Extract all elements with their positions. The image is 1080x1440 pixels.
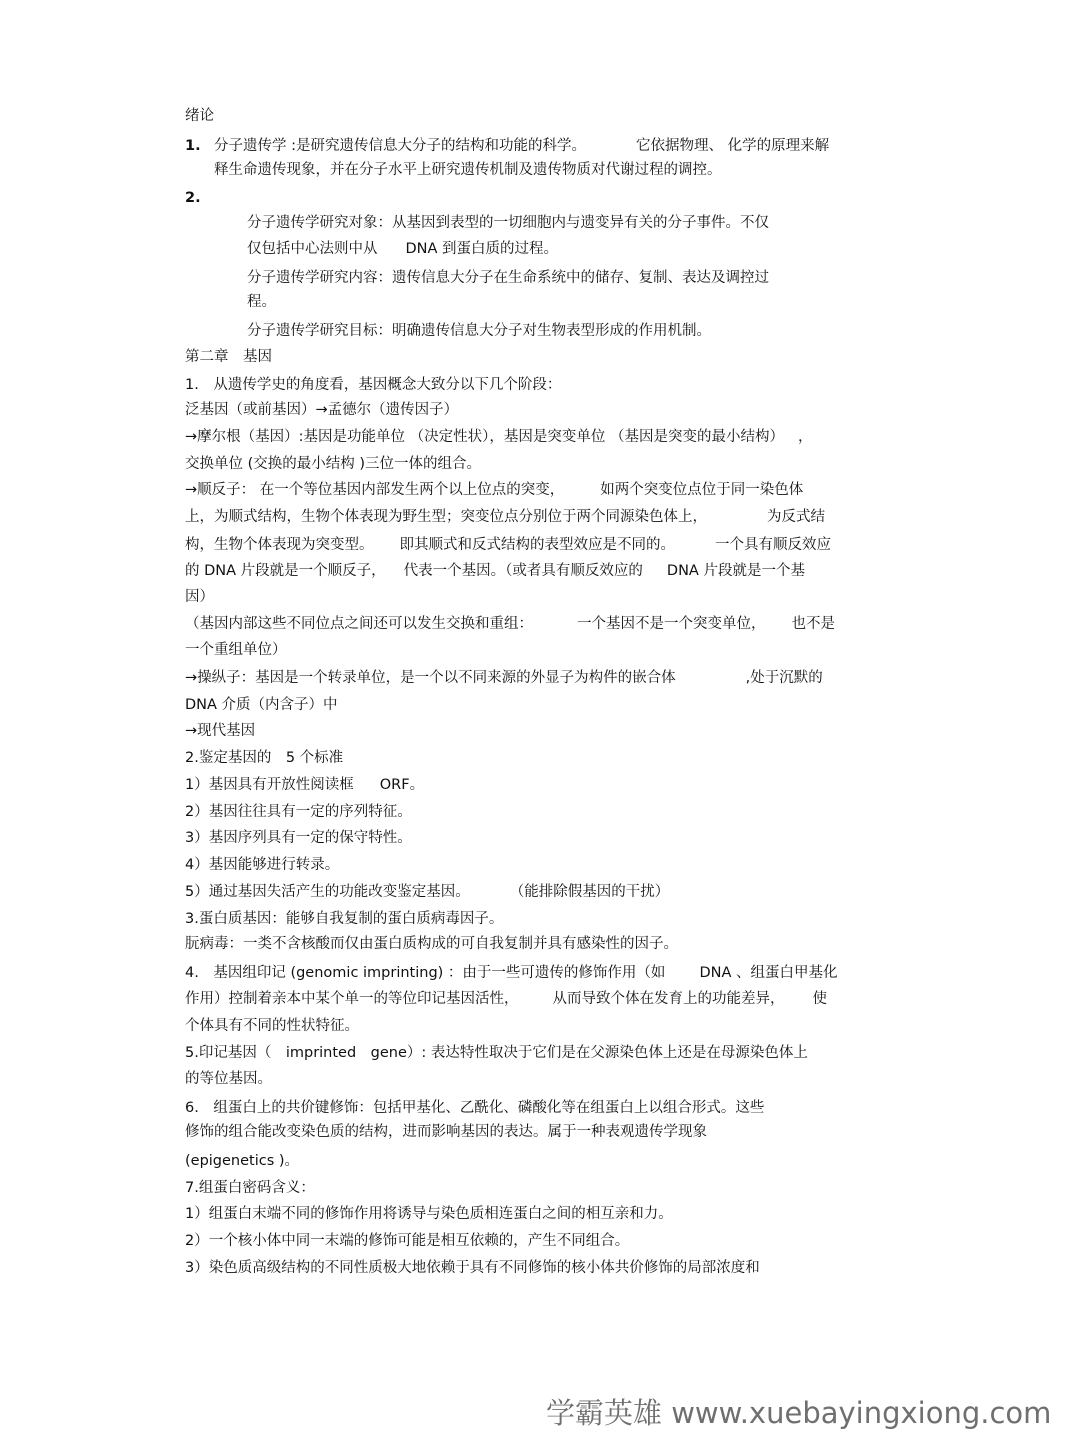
research-goal: 分子遗传学研究目标：明确遗传信息大分子对生物表型形成的作用机制。: [247, 323, 711, 339]
para-c12-a: →操纵子：基因是一个转录单位，是一个以不同来源的外显子为构件的嵌合体: [185, 670, 676, 686]
para-c21: 3.蛋白质基因：能够自我复制的蛋白质病毒因子。: [185, 911, 504, 927]
item-1-number: 1.: [185, 138, 201, 154]
para-c31: 7.组蛋白密码含义：: [185, 1180, 315, 1196]
para-c15: 2.鉴定基因的 5 个标准: [185, 750, 344, 766]
para-c33: 2）一个核小体中同一末端的修饰可能是相互依赖的，产生不同组合。: [185, 1233, 630, 1249]
para-c12-b: ,处于沉默的: [745, 670, 823, 686]
para-c3: [185, 427, 813, 447]
para-c11: 一个重组单位）: [185, 642, 287, 658]
para-c10-b: 一个基因不是一个突变单位，: [577, 616, 766, 632]
para-c24: [185, 989, 827, 1009]
para-c5-b: 如两个突变位点位于同一染色体: [600, 482, 804, 498]
para-c10-c: 也不是: [791, 616, 835, 632]
para-c8-a: 的 DNA 片段就是一个顺反子，: [185, 563, 386, 579]
para-c7-c: 一个具有顺反效应: [715, 537, 831, 553]
para-c7-b: 即其顺式和反式结构的表型效应是不同的。: [399, 537, 675, 553]
watermark: 学霸英雄 www.xuebayingxiong.com: [546, 1396, 1052, 1430]
para-c20: [185, 882, 669, 902]
para-c9: 因）: [185, 589, 214, 605]
para-c17: 2）基因往往具有一定的序列特征。: [185, 804, 412, 820]
heading-intro: 绪论: [185, 108, 214, 124]
para-c20-b: （能排除假基因的干扰）: [509, 884, 670, 900]
para-c12: [185, 668, 823, 688]
para-c8: [185, 561, 805, 581]
research-object-line-1: 分子遗传学研究对象：从基因到表型的一切细胞内与遗变异有关的分子事件。不仅: [247, 215, 769, 231]
research-object-text-b: DNA 到蛋白质的过程。: [405, 241, 559, 257]
para-c20-a: 5）通过基因失活产生的功能改变鉴定基因。: [185, 884, 470, 900]
research-content-line-2: 程。: [247, 294, 276, 310]
para-c5: [185, 480, 803, 500]
para-c32: 1）组蛋白末端不同的修饰作用将诱导与染色质相连蛋白之间的相互亲和力。: [185, 1206, 673, 1222]
para-c2: 泛基因（或前基因）→孟德尔（遗传因子）: [185, 402, 459, 418]
para-c23-a: 4. 基因组印记 (genomic imprinting) ：由于一些可遗传的修饰作用（如: [185, 965, 666, 981]
para-c30: (epigenetics )。: [185, 1153, 300, 1169]
para-c16-a: 1）基因具有开放性阅读框: [185, 777, 354, 793]
para-c5-a: →顺反子： 在一个等位基因内部发生两个以上位点的突变，: [185, 482, 565, 498]
para-c3-a: →摩尔根（基因）:基因是功能单位 （决定性状），基因是突变单位 （基因是突变的最小结构）: [185, 429, 784, 445]
para-c23: [185, 963, 837, 983]
para-c7-a: 构，生物个体表现为突变型。: [185, 537, 374, 553]
para-c10: [185, 614, 835, 634]
para-c22: 朊病毒：一类不含核酸而仅由蛋白质构成的可自我复制并具有感染性的因子。: [185, 936, 678, 952]
para-c10-a: （基因内部这些不同位点之间还可以发生交换和重组：: [185, 616, 533, 632]
para-c1: 1. 从遗传学史的角度看，基因概念大致分以下几个阶段：: [185, 377, 562, 393]
para-c29: 修饰的组合能改变染色质的结构，进而影响基因的表达。属于一种表观遗传学现象: [185, 1124, 707, 1140]
para-c8-b: 代表一个基因。（或者具有顺反效应的: [403, 563, 643, 579]
para-c6-a: 上，为顺式结构，生物个体表现为野生型；突变位点分别位于两个同源染色体上，: [185, 509, 707, 525]
para-c7: [185, 535, 831, 555]
para-c6-b: 为反式结: [767, 509, 825, 525]
para-c4: 交换单位 (交换的最小结构 )三位一体的组合。: [185, 456, 482, 472]
para-c23-b: DNA 、组蛋白甲基化: [699, 965, 838, 981]
para-c25: 个体具有不同的性状特征。: [185, 1018, 359, 1034]
item-2-number: 2.: [185, 190, 201, 206]
item-1-text-b: 它依据物理、 化学的原理来解: [636, 138, 830, 154]
para-c6: [185, 507, 825, 527]
research-object-text-a: 仅包括中心法则中从: [247, 241, 378, 257]
para-c19: 4）基因能够进行转录。: [185, 857, 340, 873]
para-c24-b: 从而导致个体在发育上的功能差异，: [552, 991, 785, 1007]
para-c14: →现代基因: [185, 723, 256, 739]
para-c16-b: ORF。: [379, 777, 425, 793]
para-c28: 6. 组蛋白上的共价键修饰：包括甲基化、乙酰化、磷酸化等在组蛋白上以组合形式。这些: [185, 1100, 765, 1116]
para-c8-c: DNA 片段就是一个基: [666, 563, 805, 579]
item-1-text-a: 分子遗传学 :是研究遗传信息大分子的结构和功能的科学。: [214, 138, 586, 154]
chapter-2-heading: 第二章 基因: [185, 349, 272, 365]
para-c24-a: 作用）控制着亲本中某个单一的等位印记基因活性，: [185, 991, 519, 1007]
research-object-line-2: [247, 239, 558, 259]
para-c13: DNA 介质（内含子）中: [185, 697, 338, 713]
research-content-line-1: 分子遗传学研究内容：遗传信息大分子在生命系统中的储存、复制、表达及调控过: [247, 270, 769, 286]
para-c3-b: ，: [798, 429, 813, 445]
para-c16: [185, 775, 424, 795]
para-c24-c: 使: [812, 991, 827, 1007]
para-c18: 3）基因序列具有一定的保守特性。: [185, 830, 412, 846]
para-c27: 的等位基因。: [185, 1071, 272, 1087]
para-c34: 3）染色质高级结构的不同性质极大地依赖于具有不同修饰的核小体共价修饰的局部浓度和: [185, 1260, 760, 1276]
item-1-line-1: [214, 136, 829, 156]
item-1-line-2: 释生命遗传现象，并在分子水平上研究遗传机制及遗传物质对代谢过程的调控。: [214, 162, 722, 178]
para-c26: 5.印记基因（ imprinted gene）: 表达特性取决于它们是在父源染色体上还是在母源染色体上: [185, 1045, 808, 1061]
